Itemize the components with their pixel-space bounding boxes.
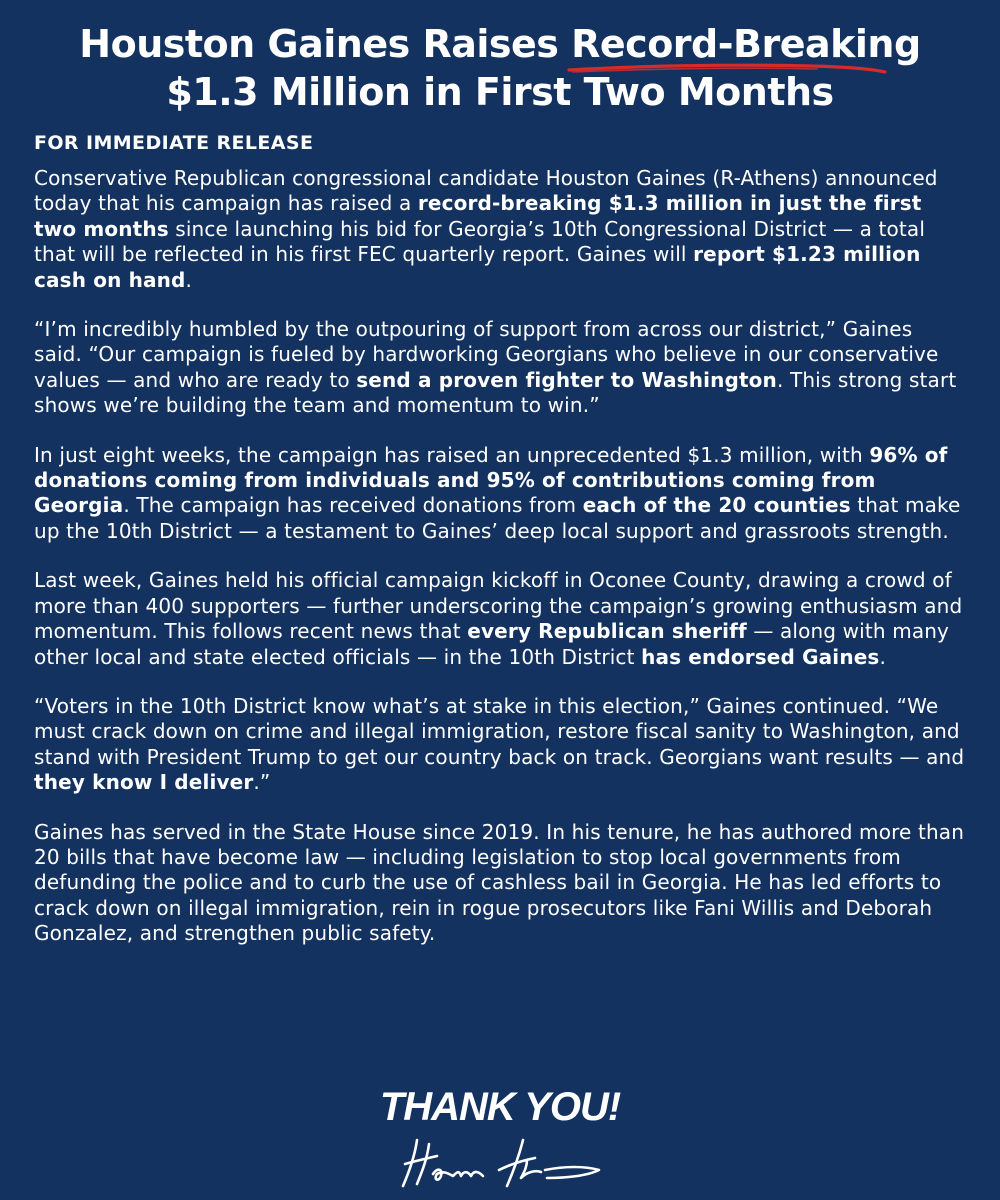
text-span: In just eight weeks, the campaign has raised an unprecedented $1.3 million, with: [34, 442, 870, 467]
paragraph-3: [34, 443, 966, 545]
text-span: “I’m incredibly humbled by the outpouring of support from across our district,” Gaines said. “Our campaign is fueled by hardworking Georgians who believe in our conservative values — and who are ready to: [34, 317, 939, 392]
paragraph-2: [34, 317, 966, 419]
text-span: .”: [253, 770, 271, 795]
text-span: since launching his bid for Georgia’s 10th Congressional District — a total that will be reflected in his first FEC quarterly report. Gaines will: [34, 216, 926, 267]
paragraph-6: [34, 820, 966, 947]
headline-text-1: Houston Gaines Raises: [79, 22, 572, 66]
text-span: . The campaign has received donations from: [123, 493, 583, 518]
bold-span: has endorsed Gaines: [641, 644, 880, 669]
headline-highlight-text: Record-Breaking: [571, 22, 921, 66]
headline: [34, 0, 966, 116]
headline-line-2: $1.3 Million in First Two Months: [166, 70, 834, 114]
text-span: .: [879, 644, 886, 669]
text-span: Last week, Gaines held his official campaign kickoff in Oconee County, drawing a crowd of more than 400 supporters — further underscoring the campaign’s growing enthusiasm and momentum. This follows recent news that: [34, 568, 963, 644]
headline-highlight: [571, 20, 921, 68]
bold-span: they know I deliver: [34, 770, 254, 795]
thank-you-closing: THANK YOU!: [379, 1085, 621, 1129]
bold-span: 96% of donations coming from individuals and 95% of contributions coming from Georgia: [34, 442, 948, 518]
bold-span: send a proven fighter to Washington: [356, 367, 777, 392]
text-span: “Voters in the 10th District know what’s at stake in this election,” Gaines continued. “We must crack down on crime and illegal immigration, restore fiscal sanity to Washington, and stand with President Trump to get our country back on track. Georgians want results — and: [34, 693, 965, 769]
text-span: .: [185, 267, 193, 292]
bold-span: each of the 20 counties: [582, 493, 851, 518]
paragraph-4: [34, 568, 966, 670]
paragraph-1: [34, 166, 966, 293]
bold-span: every Republican sheriff: [467, 619, 747, 644]
text-span: Conservative Republican congressional candidate Houston Gaines (R-Athens) announced today that his campaign has raised a: [34, 166, 938, 216]
headline-line-1: [34, 20, 966, 68]
bold-span: record-breaking $1.3 million in just the first two months: [34, 191, 922, 241]
paragraph-5: [34, 694, 966, 796]
signature-image: [395, 1130, 605, 1190]
red-underline-swash: [567, 61, 887, 75]
text-span: — along with many other local and state elected officials — in the 10th District: [34, 619, 950, 669]
bold-span: report $1.23 million cash on hand: [34, 242, 921, 292]
text-span: that make up the 10th District — a testament to Gaines’ deep local support and grassroots strength.: [34, 493, 961, 543]
text-span: . This strong start shows we’re building the team and momentum to win.”: [34, 367, 957, 418]
text-span: Gaines has served in the State House since 2019. In his tenure, he has authored more than 20 bills that have become law — including legislation to stop local governments from defunding the police and to curb the use of cashless bail in Georgia. He has led efforts to crack down on illegal immigration, rein in rogue prosecutors like Fani Willis and Deborah Gonzalez, and strengthen public safety.: [34, 819, 965, 946]
release-label: FOR IMMEDIATE RELEASE: [34, 132, 314, 154]
